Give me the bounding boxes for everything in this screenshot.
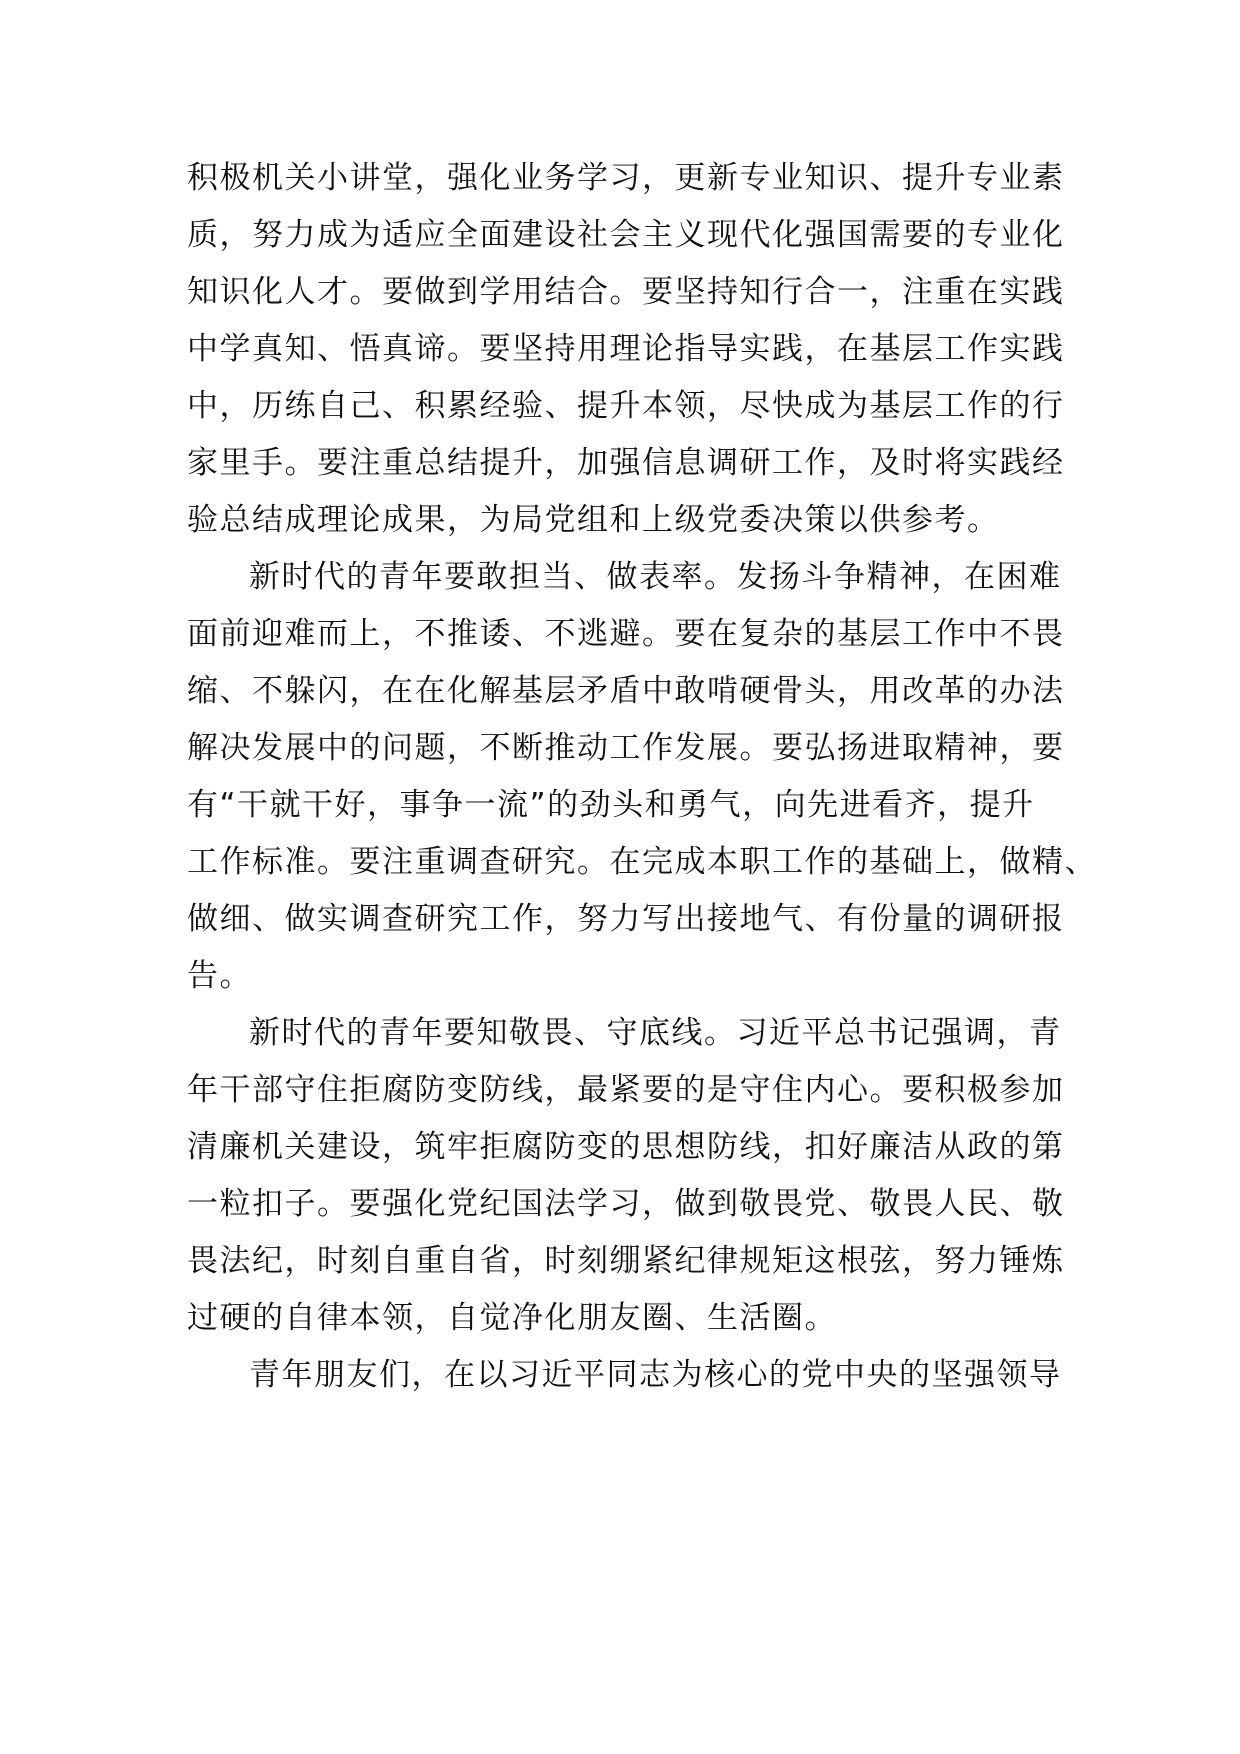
text-line: 缩、不躲闪，在在化解基层矛盾中敢啃硬骨头，用改革的办法 <box>187 673 1065 709</box>
text-line: 质，努力成为适应全面建设社会主义现代化强国需要的专业化 <box>187 217 1065 253</box>
text-line: 家里手。要注重总结提升，加强信息调研工作，及时将实践经 <box>187 445 1065 481</box>
text-line: 验总结成理论成果，为局党组和上级党委决策以供参考。 <box>187 502 1000 538</box>
text-line: 一粒扣子。要强化党纪国法学习，做到敬畏党、敬畏人民、敬 <box>187 1186 1065 1222</box>
text-line: 中，历练自己、积累经验、提升本领，尽快成为基层工作的行 <box>187 388 1065 424</box>
text-line: 知识化人才。要做到学用结合。要坚持知行合一，注重在实践 <box>187 274 1065 310</box>
text-line: 积极机关小讲堂，强化业务学习，更新专业知识、提升专业素 <box>187 160 1065 196</box>
text-line: 做细、做实调查研究工作，努力写出接地气、有份量的调研报 <box>187 901 1065 937</box>
text-line: 清廉机关建设，筑牢拒腐防变的思想防线，扣好廉洁从政的第 <box>187 1129 1065 1165</box>
text-line: 工作标准。要注重调查研究。在完成本职工作的基础上，做精、 <box>187 844 1097 880</box>
text-line: 中学真知、悟真谛。要坚持用理论指导实践，在基层工作实践 <box>187 331 1065 367</box>
text-line: 新时代的青年要敢担当、做表率。发扬斗争精神，在困难 <box>249 559 1062 595</box>
text-line: 畏法纪，时刻自重自省，时刻绷紧纪律规矩这根弦，努力锤炼 <box>187 1243 1065 1279</box>
text-line: 解决发展中的问题，不断推动工作发展。要弘扬进取精神，要 <box>187 730 1065 766</box>
text-line: 过硬的自律本领，自觉净化朋友圈、生活圈。 <box>187 1300 837 1336</box>
text-line: 有“干就干好，事争一流”的劲头和勇气，向先进看齐，提升 <box>187 787 1035 823</box>
text-line: 青年朋友们，在以习近平同志为核心的党中央的坚强领导 <box>249 1357 1062 1393</box>
text-line: 告。 <box>187 958 252 994</box>
text-line: 年干部守住拒腐防变防线，最紧要的是守住内心。要积极参加 <box>187 1072 1065 1108</box>
text-line: 新时代的青年要知敬畏、守底线。习近平总书记强调，青 <box>249 1015 1062 1051</box>
text-line: 面前迎难而上，不推诿、不逃避。要在复杂的基层工作中不畏 <box>187 616 1065 652</box>
